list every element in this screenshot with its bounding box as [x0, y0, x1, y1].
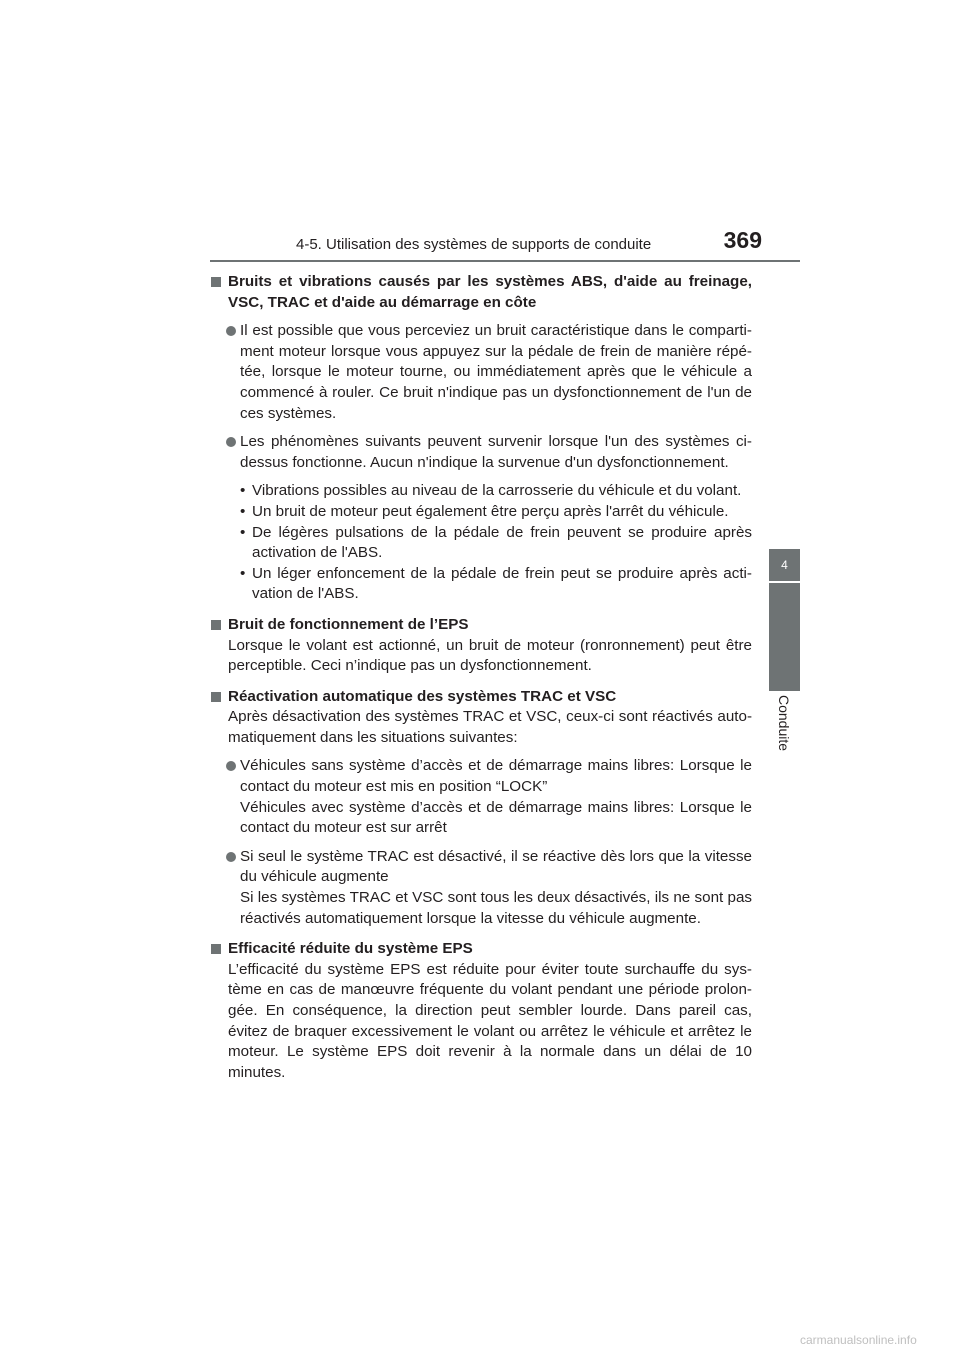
sub-list-item: • De légères pulsations de la pédale de frein peuvent se produire après activation de l'ABS. — [240, 523, 752, 562]
sub-list-item: • Un léger enfoncement de la pédale de frein peut se produire après acti-vation de l'ABS. — [240, 564, 752, 603]
square-bullet-icon — [211, 692, 221, 702]
list-item: Véhicules sans système d’accès et de démarrage mains libres: Lorsque le contact du moteur est mis en position “LOCK” Véhicules avec système d’accès et de démarrage mains libres: Lorsque le contact du moteur est sur arrêt — [210, 756, 752, 838]
section-body: L’efficacité du système EPS est réduite pour éviter toute surchauffe du sys-tème en cas de manœuvre fréquente du volant pendant une période prolon-gée. En conséquence, la direction peut sembler lourde. Dans pareil cas, évitez de braquer excessivement le volant ou arrêtez le véhicule et arrêtez le moteur. Le système EPS doit revenir à la normale dans un délai de 10 minutes. — [228, 960, 752, 1081]
chapter-label-text: Conduite — [776, 695, 792, 752]
chapter-tab-bar — [769, 583, 800, 691]
circle-bullet-icon — [226, 852, 236, 862]
list-item: Il est possible que vous perceviez un bruit caractéristique dans le comparti-ment moteur lorsque vous appuyez sur la pédale de frein de manière répé-tée, lorsque le moteur tourne, ou immédiatement après que le véhicule a commencé à rouler. Ce bruit n'indique pas un dysfonctionnement de l'un de ces systèmes. — [210, 321, 752, 424]
watermark: carmanualsonline.info — [800, 1333, 917, 1347]
section-body: Après désactivation des systèmes TRAC et VSC, ceux-ci sont réactivés auto-matiquement dans les situations suivantes: — [228, 708, 752, 746]
square-bullet-icon — [211, 944, 221, 954]
section-title: 4-5. Utilisation des systèmes de supports de conduite — [296, 236, 652, 253]
section-heading: Bruit de fonctionnement de l’EPS — [210, 615, 752, 636]
page-header — [210, 229, 800, 259]
section-heading: Bruits et vibrations causés par les systèmes ABS, d'aide au freinage, VSC, TRAC et d'aide au démarrage en côte — [210, 272, 752, 313]
circle-bullet-icon — [226, 326, 236, 336]
chapter-label — [768, 695, 800, 805]
list-item: Les phénomènes suivants peuvent survenir lorsque l'un des systèmes ci-dessus fonctionne. Aucun n'indique la survenue d'un dysfonctionnement. — [210, 432, 752, 473]
square-bullet-icon — [211, 277, 221, 287]
chapter-tab — [769, 549, 800, 581]
section-heading: Réactivation automatique des systèmes TRAC et VSC — [210, 687, 752, 708]
square-bullet-icon — [211, 620, 221, 630]
page-content — [210, 272, 752, 1083]
section-body: Lorsque le volant est actionné, un bruit de moteur (ronronnement) peut être perceptible. Ceci n’indique pas un dysfonctionnement. — [228, 636, 752, 675]
sub-list-item: • Vibrations possibles au niveau de la carrosserie du véhicule et du volant. — [240, 482, 742, 500]
list-item: Si seul le système TRAC est désactivé, il se réactive dès lors que la vitesse du véhicule augmente Si les systèmes TRAC et VSC sont tous les deux désactivés, ils ne sont pas réactivés automatiquement lorsque la vitesse du véhicule augmente. — [210, 847, 752, 929]
section-heading: Efficacité réduite du système EPS — [210, 939, 752, 960]
header-divider — [210, 260, 800, 262]
chapter-number: 4 — [781, 558, 788, 572]
sub-list-item: • Un bruit de moteur peut également être perçu après l'arrêt du véhicule. — [240, 502, 729, 520]
circle-bullet-icon — [226, 761, 236, 771]
circle-bullet-icon — [226, 437, 236, 447]
page-number: 369 — [723, 227, 762, 253]
